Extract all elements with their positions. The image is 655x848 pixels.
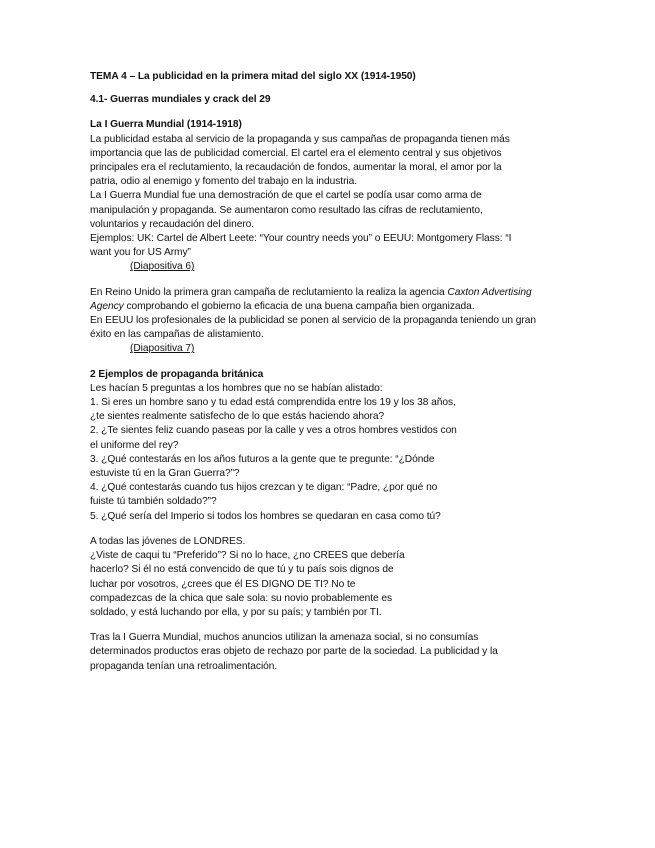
paragraph-line: principales era el reclutamiento, la recaudación de fondos, aumentar la moral, el amor por la: [90, 162, 502, 174]
paragraph-line: 5. ¿Qué sería del Imperio si todos los hombres se quedaran en casa como tú?: [90, 510, 441, 522]
paragraph-line: el uniforme del rey?: [90, 439, 179, 451]
paragraph-line: fuiste tú también soldado?”?: [90, 496, 217, 508]
document-page: [90, 70, 570, 674]
paragraph-line: 2. ¿Te sientes feliz cuando paseas por la calle y ves a otros hombres vestidos con: [90, 425, 457, 437]
paragraph-line: ¿Viste de caqui tu “Preferido”? Si no lo hace, ¿no CREES que debería: [90, 550, 405, 562]
paragraph-line: 4. ¿Qué contestarás cuando tus hijos crezcan y te digan: “Padre, ¿por qué no: [90, 482, 438, 494]
paragraph-line: estuviste tú en la Gran Guerra?”?: [90, 468, 240, 480]
paragraph-line: hacerlo? Si él no está convencido de que tú y tu país sois dignos de: [90, 564, 394, 576]
paragraph-line: importancia que las de publicidad comercial. El cartel era el elemento central y sus objetivos: [90, 147, 502, 159]
paragraph-line: Tras la I Guerra Mundial, muchos anuncios utilizan la amenaza social, si no consumías: [90, 632, 479, 644]
slide-reference: (Diapositiva 6): [130, 261, 195, 273]
paragraph-line: 1. Si eres un hombre sano y tu edad está comprendida entre los 19 y los 38 años,: [90, 397, 456, 409]
paragraph-line: éxito en las campañas de alistamiento.: [90, 329, 264, 341]
agency-name: Agency: [90, 300, 124, 312]
document-title: TEMA 4 – La publicidad en la primera mitad del siglo XX (1914-1950): [90, 71, 416, 82]
subheading-first-world-war: La I Guerra Mundial (1914-1918): [90, 119, 242, 131]
paragraph-line: luchar por vosotros, ¿crees que él ES DIGNO DE TI? No te: [90, 578, 356, 590]
paragraph-line: want you for US Army”: [90, 247, 191, 259]
section-heading: 4.1- Guerras mundiales y crack del 29: [90, 94, 271, 106]
subheading-british-propaganda: 2 Ejemplos de propaganda británica: [90, 368, 264, 380]
paragraph-line: soldado, y está luchando por ella, y por su país; y también por TI.: [90, 606, 382, 618]
paragraph-line: ¿te sientes realmente satisfecho de lo que estás haciendo ahora?: [90, 411, 385, 423]
paragraph-line: La I Guerra Mundial fue una demostración de que el cartel se podía usar como arma de: [90, 190, 482, 202]
paragraph-line: determinados productos eras objeto de rechazo por parte de la sociedad. La publicidad y la: [90, 646, 498, 658]
paragraph-line: 3. ¿Qué contestarás en los años futuros a la gente que te pregunte: “¿Dónde: [90, 453, 435, 465]
paragraph-line: propaganda tenían una retroalimentación.: [90, 660, 278, 672]
paragraph-line: La publicidad estaba al servicio de la propaganda y sus campañas de propaganda tienen más: [90, 133, 510, 145]
paragraph-line: A todas las jóvenes de LONDRES.: [90, 535, 246, 547]
paragraph-line: Agency comprobando el gobierno la eficacia de una buena campaña bien organizada.: [90, 300, 475, 312]
paragraph-line: compadezcas de la chica que sale sola: su novio probablemente es: [90, 592, 393, 604]
paragraph-line: Les hacían 5 preguntas a los hombres que no se habían alistado:: [90, 382, 383, 394]
paragraph-line: manipulación y propaganda. Se aumentaron como resultado las cifras de reclutamiento,: [90, 204, 483, 216]
paragraph-line: Ejemplos: UK: Cartel de Albert Leete: “Your country needs you” o EEUU: Montgomery Flass: “I: [90, 233, 512, 245]
agency-name: Caxton Advertising: [447, 286, 532, 298]
paragraph-line: patria, odio al enemigo y fomento del trabajo en la industria.: [90, 176, 358, 188]
paragraph-line: En EEUU los profesionales de la publicidad se ponen al servicio de la propaganda teniendo un gran: [90, 315, 536, 327]
slide-reference: (Diapositiva 7): [130, 343, 195, 355]
paragraph-line: En Reino Unido la primera gran campaña de reclutamiento la realiza la agencia Caxton Advertising: [90, 286, 532, 298]
paragraph-line: voluntarios y recaudación del dinero.: [90, 218, 255, 230]
